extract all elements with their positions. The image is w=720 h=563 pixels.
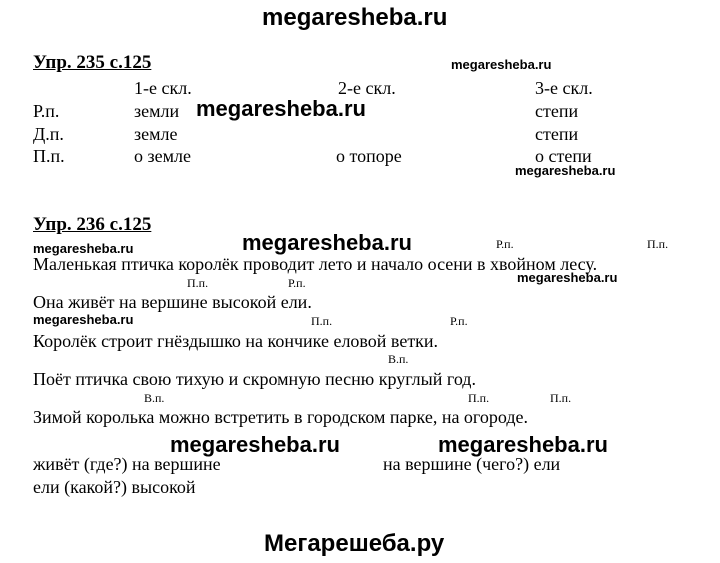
watermark-large: megaresheba.ru: [170, 432, 340, 457]
case-mark-pp: П.п.: [550, 391, 572, 405]
case-label-rp: Р.п.: [33, 101, 60, 121]
cell-dp-3: степи: [535, 124, 579, 144]
watermark-small: megaresheba.ru: [515, 163, 616, 178]
cell-rp-1: земли: [134, 101, 180, 121]
case-mark-pp: П.п.: [187, 276, 209, 290]
watermark-large: megaresheba.ru: [438, 432, 608, 457]
watermark-small: megaresheba.ru: [517, 270, 618, 285]
case-mark-pp: П.п.: [647, 237, 669, 251]
sentence-5: Зимой королька можно встретить в городском парке, на огороде.: [33, 407, 528, 427]
case-label-dp: Д.п.: [33, 124, 64, 144]
analysis-right-1: на вершине (чего?) ели: [383, 454, 561, 474]
exercise-235-heading: Упр. 235 с.125: [33, 52, 152, 73]
watermark-small: megaresheba.ru: [451, 57, 552, 72]
analysis-left-2: ели (какой?) высокой: [33, 477, 196, 497]
sentence-3: Королёк строит гнёздышко на кончике еловой ветки.: [33, 331, 439, 351]
col-header-3: 3-е скл.: [535, 78, 593, 98]
case-label-pp: П.п.: [33, 146, 65, 166]
cell-rp-3: степи: [535, 101, 579, 121]
watermark-small: megaresheba.ru: [33, 312, 134, 327]
exercise-236-heading: Упр. 236 с.125: [33, 214, 152, 235]
cell-pp-3: о степи: [535, 146, 592, 166]
case-mark-vp: В.п.: [388, 352, 409, 366]
footer-site-title: Мегарешеба.ру: [264, 530, 445, 557]
cell-pp-2: о топоре: [336, 146, 402, 166]
case-mark-pp: П.п.: [311, 314, 333, 328]
case-mark-pp: П.п.: [468, 391, 490, 405]
watermark-small: megaresheba.ru: [33, 241, 134, 256]
case-mark-vp: В.п.: [144, 391, 165, 405]
sentence-2: Она живёт на вершине высокой ели.: [33, 292, 312, 312]
case-mark-rp: Р.п.: [288, 276, 306, 290]
analysis-left-1: живёт (где?) на вершине: [33, 454, 221, 474]
watermark-large: megaresheba.ru: [242, 230, 412, 255]
cell-pp-1: о земле: [134, 146, 191, 166]
site-title: megaresheba.ru: [262, 4, 448, 31]
case-mark-rp: Р.п.: [450, 314, 468, 328]
col-header-2: 2-е скл.: [338, 78, 396, 98]
sentence-1: Маленькая птичка королёк проводит лето и начало осени в хвойном лесу.: [33, 254, 598, 274]
cell-dp-1: земле: [134, 124, 178, 144]
watermark-large: megaresheba.ru: [196, 96, 366, 121]
sentence-4: Поёт птичка свою тихую и скромную песню круглый год.: [33, 369, 476, 389]
case-mark-rp: Р.п.: [496, 237, 514, 251]
col-header-1: 1-е скл.: [134, 78, 192, 98]
